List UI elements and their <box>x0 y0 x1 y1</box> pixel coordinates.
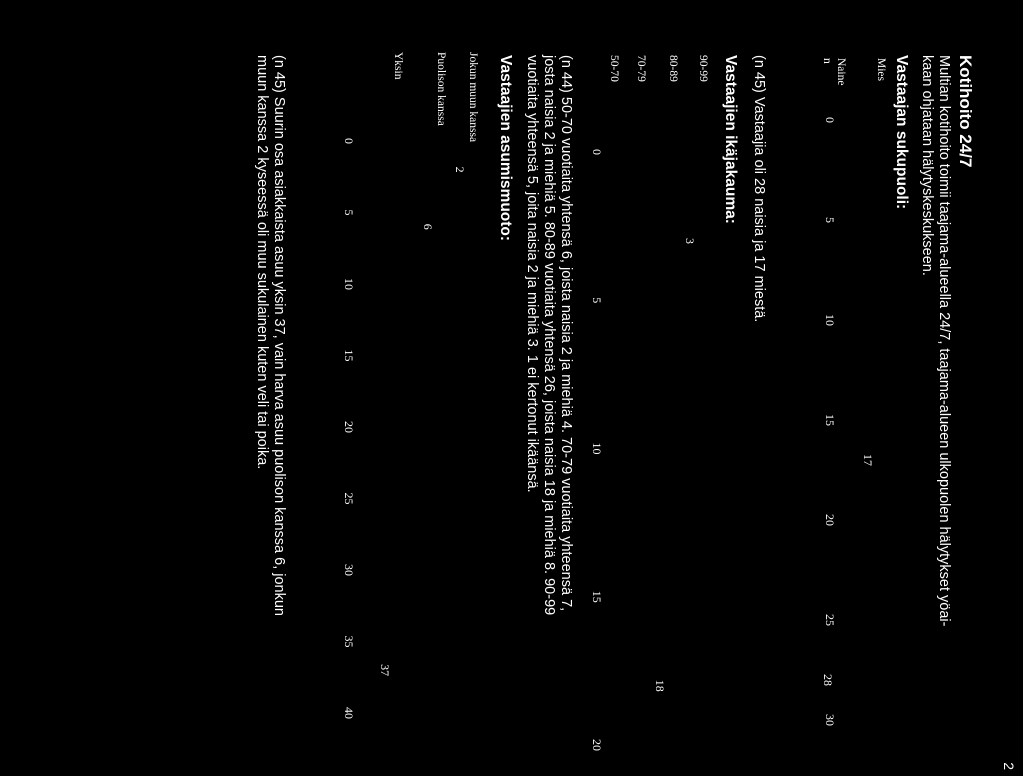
data-label: 6 <box>421 223 435 230</box>
tick-label: 0 <box>590 149 604 155</box>
tick-label: 10 <box>342 278 356 290</box>
tick-label: 30 <box>342 564 356 576</box>
age-text-line: (n 44) 50-70 vuotiaita yhtensä 6, joista naisia 2 ja miehiä 4. 70-79 vuotiaita yhteensä 7, <box>558 55 574 612</box>
tick-label: 30 <box>823 714 837 726</box>
tick-label: 25 <box>823 614 837 626</box>
category-label: Mies <box>875 58 887 81</box>
tick-label: 0 <box>823 117 837 123</box>
section-heading-age: Vastaajien ikäjakauma: <box>722 55 739 224</box>
tick-label: 35 <box>342 635 356 648</box>
living-text-line: (n 45) Suurin osa asiakkaista asuu yksin 37, vain harva asuu puolison kanssa 6, jonkun <box>271 55 287 616</box>
category-label: 50-70 <box>608 55 620 82</box>
category-label: n <box>821 58 833 64</box>
category-label: Jokun muun kanssa <box>467 52 479 143</box>
data-label: 28 <box>821 674 835 686</box>
section-text-living <box>253 55 287 755</box>
tick-label: 20 <box>342 421 356 433</box>
tick-label: 15 <box>590 590 604 603</box>
data-label: 18 <box>653 679 667 692</box>
data-label: 3 <box>683 237 697 244</box>
tick-label: 10 <box>823 314 837 326</box>
tick-label: 5 <box>823 217 837 223</box>
category-label: Yksin <box>392 52 404 80</box>
section-heading-living: Vastaajien asumismuoto: <box>497 55 514 242</box>
category-label: Naine <box>835 58 847 86</box>
living-text-line: muun kanssa 2 kyseessä oli muu sukulainen kuten veli tai poika. <box>254 55 270 470</box>
tick-label: 15 <box>823 414 837 426</box>
tick-label: 5 <box>342 209 356 216</box>
section-text-age <box>523 55 574 755</box>
tick-label: 20 <box>823 514 837 526</box>
category-label: 90-99 <box>697 55 709 82</box>
tick-label: 20 <box>590 739 604 751</box>
tick-label: 0 <box>342 138 356 144</box>
data-label: 17 <box>861 454 875 466</box>
age-text-line: vuotiaita yhteensä 5, joita naisia 2 ja miehiä 3. 1 ei kertonut ikäänsä. <box>524 55 540 493</box>
chart-age <box>578 0 718 776</box>
intro-line: Multian kotihoito toimii taajama-alueella 24/7, taajama-alueen ulkopuolen hälytykset yöai- <box>936 55 952 627</box>
tick-label: 15 <box>342 349 356 362</box>
category-label: 80-89 <box>667 55 679 82</box>
chart-gender <box>763 0 898 776</box>
data-label: 37 <box>378 664 392 677</box>
tick-label: 5 <box>590 297 604 304</box>
data-label: 2 <box>453 166 467 173</box>
age-text-line: josta naisia 2 ja miehiä 5. 80-89 vuotiaita yhtensä 26, joista naisia 18 ja miehiä 8. 90-99 <box>541 55 557 616</box>
section-text-gender: (n 45) Vastaajia oli 28 naisia ja 17 miestä. <box>751 55 767 323</box>
category-label: 70-79 <box>635 55 647 82</box>
tick-label: 25 <box>342 492 356 505</box>
intro-paragraph <box>918 55 952 755</box>
page-title: Kotihoito 24/7 <box>956 55 975 168</box>
chart-living <box>313 0 493 776</box>
tick-label: 40 <box>342 707 356 719</box>
page-number: 2 <box>1001 762 1017 770</box>
tick-label: 10 <box>590 442 604 455</box>
intro-line: kaan ohjataan hälytyskeskukseen. <box>919 55 935 276</box>
category-label: Puolison kanssa <box>435 52 447 126</box>
section-heading-gender: Vastaajan sukupuoli: <box>893 55 910 210</box>
